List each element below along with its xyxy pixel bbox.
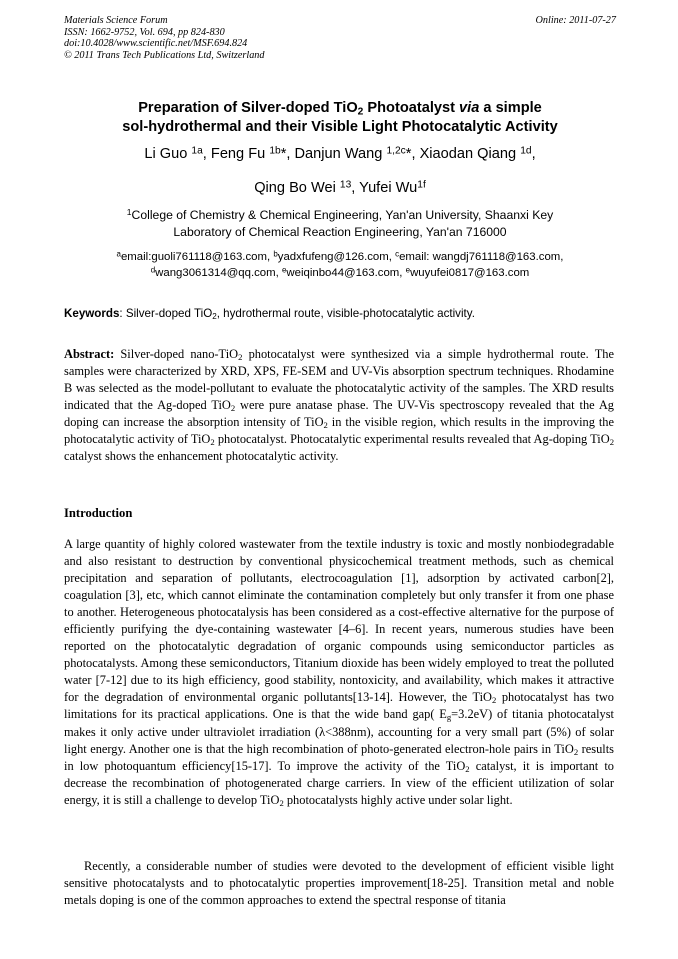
doi-line: doi:10.4028/www.scientific.net/MSF.694.824: [64, 38, 248, 49]
keywords-label: Keywords: [64, 307, 120, 320]
author: Li Guo $^{1a}$,: [144, 145, 211, 162]
email-block: [64, 249, 616, 281]
issn-line: ISSN: 1662-9752, Vol. 694, pp 824-830: [64, 26, 225, 38]
introduction-paragraph-2: Recently, a considerable number of studies were devoted to the development of efficient visible light sensitive photocatalysts and to photocatalytic properties improvement[18-25]. Transition metal and noble metals doping is one of the common approaches to extend the spectral response of titania: [64, 859, 614, 908]
copyright-line: © 2011 Trans Tech Publications Ltd, Switzerland: [64, 49, 265, 61]
online-date: Online: 2011-07-27: [535, 15, 616, 26]
email-address: $^b$yadxfufeng@126.com,: [273, 249, 396, 263]
author: Yufei $Wu^{1f}$: [359, 179, 426, 196]
title-line-2: sol-hydrothermal and their Visible Light Photocatalytic Activity: [122, 119, 558, 135]
keywords: Keywords: Silver-doped TiO$_2$, hydrothermal route, visible-photocatalytic activity.: [64, 307, 475, 322]
introduction-paragraph-1: A large quantity of highly colored wastewater from the textile industry is toxic and mostly nonbiodegradable and also resistant to destruction by conventional physicochemical treatment methods, such as chemical precipitation and separation of pollutants, electrocoagulation [1], adsorption by activated carbon[2], coagulation [3], etc, which cannot eliminate the contamination completely but only transfer it from one phase to another. Heterogeneous photocatalysis has been considered as a cost-effective alternative for the purpose of efficiently purifying the dye-containing wastewater [4–6]. In recent years, numerous studies have been reported on the photocatalytic degradation of organic compounds using semiconductor particles as photocatalysts. Among these semiconductors, Titanium dioxide has been widely employed to treat the polluted water [7-12] due to its high efficiency, good stability, nontoxicity, and availability, which makes it attractive for the degradation of environmental organic pollutants[13-14]. However, the TiO$_2$ photocatalyst has two limitations for its practical applications. One is that the wide band gap( $E_g=3.2eV$) of titania photocatalyst makes it only active under ultraviolet irradiation (λ<388nm), accounting for a very small part (5%) of solar light energy. Another one is that the high recombination of photo-generated electron-hole pairs in TiO$_2$ results in low photoquantum efficiency[15-17]. To improve the activity of the TiO$_2$ catalyst, it is important to decrease the recombination of photogenerated charge carriers. In view of the efficient utilization of solar energy, it is still a challenge to develop TiO$_2$ photocatalysts highly active under solar light.: [64, 537, 614, 808]
abstract: Abstract: Silver-doped nano-TiO$_2$ photocatalyst were synthesized via a simple hydrothermal route. The samples were characterized by XRD, XPS, FE-SEM and UV-Vis absorption spectrum techniques. Rhodamine B was selected as the model-pollutant to evaluate the photocatalytic activity of the samples. The XRD results indicated that the Ag-doped TiO$_2$ were pure anatase phase. The UV-Vis spectroscopy revealed that the Ag doping can increase the absorption intensity of TiO$_2$ in the visible region, which results in the improving the photocatalytic activity of TiO$_2$ photocatalyst. Photocatalytic experimental results revealed that Ag-doping TiO$_2$ catalyst shows the enhancement photocatalytic activity.: [64, 347, 615, 464]
author-line-2: [64, 179, 616, 198]
email-address: $^e$weiqinbo44@163.com,: [281, 265, 406, 279]
title-line-1: Preparation of Silver-doped TiO$_2$ Photoatalyst via a simple: [138, 100, 542, 118]
abstract-label: Abstract:: [64, 347, 115, 361]
email-address: $^e$wuyufei0817@163.com: [405, 265, 530, 279]
author: Feng Fu $^{1b}$*,: [210, 145, 295, 162]
journal-name: Materials Science Forum: [64, 15, 168, 26]
journal-header: [64, 15, 616, 61]
email-address: $^a$email:guoli761118@163.com,: [116, 249, 274, 263]
introduction-heading: Introduction: [64, 506, 133, 520]
email-address: $^c$email: wangdj761118@163.com,: [395, 249, 564, 263]
author-line-1: [64, 145, 616, 164]
author: Danjun Wang $^{1,2c}$*,: [294, 145, 420, 162]
paper-title: [64, 99, 616, 137]
affiliation: $^1$College of Chemistry & Chemical Engineering, Yan'an University, Shaanxi Key Laboratory of Chemical Reaction Engineering, Yan'an 716000: [126, 207, 554, 239]
author: Xiaodan Qiang $^{1d}$,: [419, 145, 536, 162]
author: Qing Bo Wei $^{13}$,: [254, 179, 360, 196]
email-address: $^d$wang3061314@qq.com,: [150, 265, 282, 279]
